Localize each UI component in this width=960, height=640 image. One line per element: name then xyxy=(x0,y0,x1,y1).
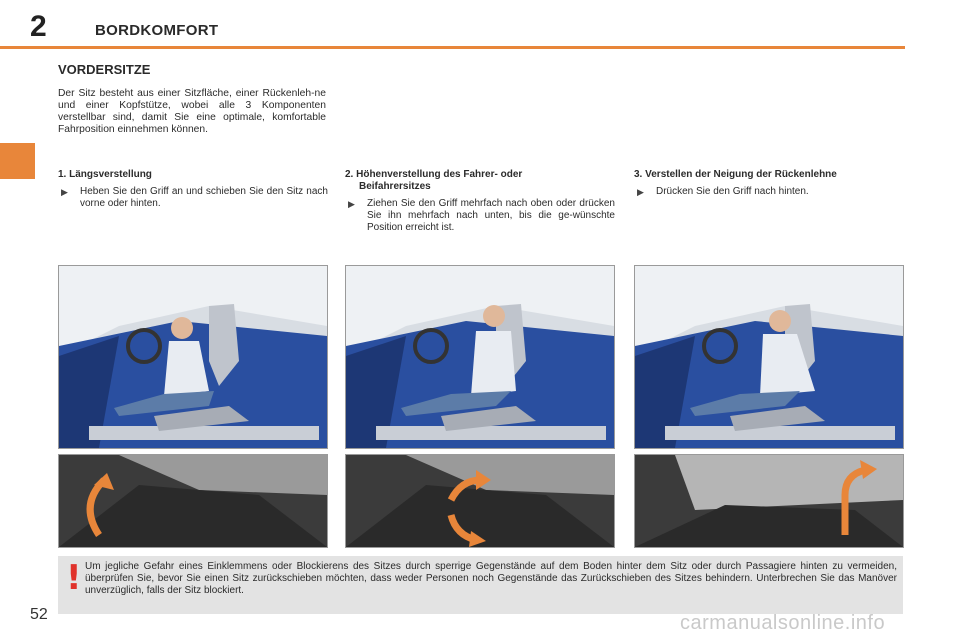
chapter-number: 2 xyxy=(30,10,47,43)
seat-detail-1 xyxy=(58,454,328,548)
arrow-bullet-icon: ▶ xyxy=(61,187,68,197)
instruction-column-3 xyxy=(634,169,902,198)
seat-photo-2 xyxy=(345,265,615,449)
header-divider xyxy=(0,46,905,49)
instruction-heading: 1. Längsverstellung xyxy=(58,169,152,180)
seat-detail-3 xyxy=(634,454,904,548)
instruction-text: Heben Sie den Griff an und schieben Sie den Sitz nach vorne oder hinten. xyxy=(80,186,328,209)
instruction-heading: 3. Verstellen der Neigung der Rückenlehne xyxy=(634,169,837,180)
warning-exclamation-icon: ! xyxy=(66,558,82,598)
warning-box xyxy=(58,556,903,614)
section-title: VORDERSITZE xyxy=(58,62,151,77)
seat-photo-3 xyxy=(634,265,904,449)
instruction-text: Drücken Sie den Griff nach hinten. xyxy=(656,186,809,197)
chapter-side-tab xyxy=(0,143,35,179)
section-intro: Der Sitz besteht aus einer Sitzfläche, einer Rückenleh-ne und einer Kopfstütze, wobei alle 3 Komponenten verstellbar sind, damit Sie eine optimale, komfortable Fahrposition einnehmen können. xyxy=(58,88,326,135)
chapter-title: BORDKOMFORT xyxy=(95,22,219,39)
seat-detail-2 xyxy=(345,454,615,548)
instruction-text: Ziehen Sie den Griff mehrfach nach oben oder drücken Sie ihn mehrfach nach unten, bis die ge-wünschte Position erreicht ist. xyxy=(367,198,615,233)
instruction-heading: 2. Höhenverstellung des Fahrer- oder Beifahrersitzes xyxy=(345,169,523,192)
instruction-item xyxy=(58,186,328,210)
instruction-column-2 xyxy=(345,169,615,234)
instruction-item xyxy=(345,198,615,234)
arrow-bullet-icon: ▶ xyxy=(637,187,644,197)
watermark: carmanualsonline.info xyxy=(680,612,886,634)
instruction-item xyxy=(634,186,902,198)
page-number: 52 xyxy=(30,606,48,623)
instruction-column-1 xyxy=(58,169,328,210)
arrow-bullet-icon: ▶ xyxy=(348,199,355,209)
seat-photo-1 xyxy=(58,265,328,449)
warning-text: Um jegliche Gefahr eines Einklemmens oder Blockierens des Sitzes durch sperrige Gegenstände auf dem Boden hinter dem Sitz oder durch Passagiere hinten zu vermeiden, überprüfen Sie, bevor Sie einen Sitz zurückschieben möchten, dass weder Personen noch Gegenstände das Zurückschieben des Sitzes behindern. Unterbrechen Sie das Manöver unverzüglich, falls der Sitz blockiert. xyxy=(85,561,897,596)
